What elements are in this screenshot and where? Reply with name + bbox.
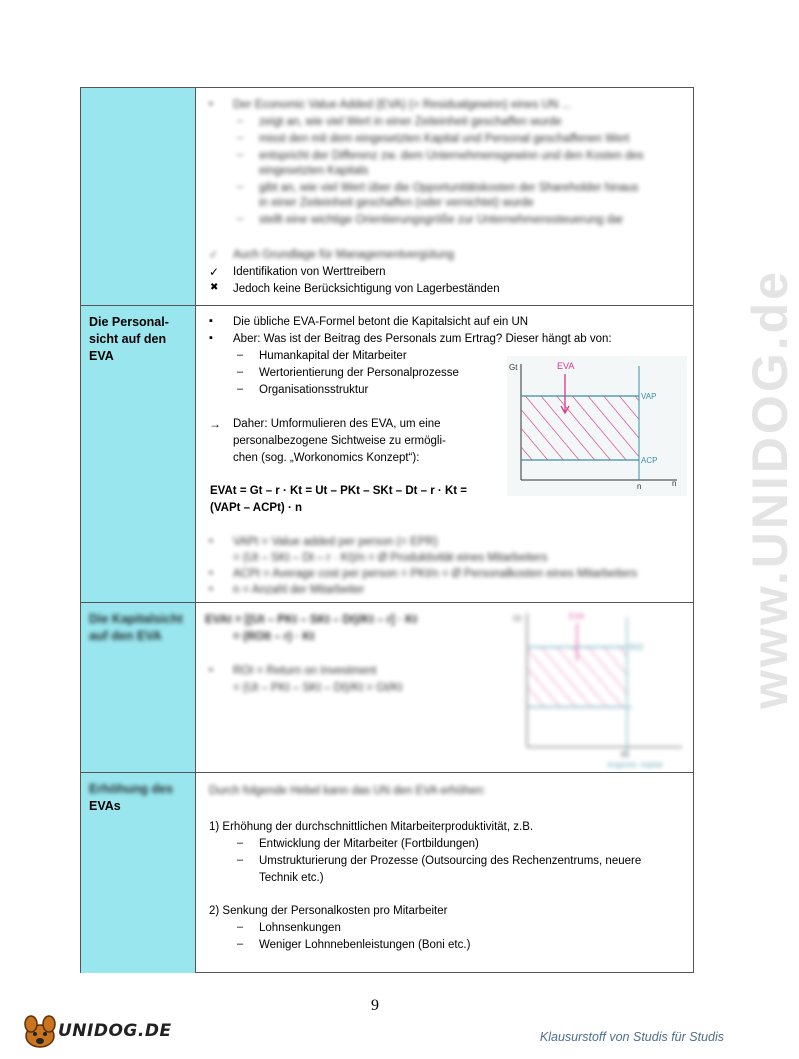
eva-label: EVA	[569, 612, 585, 621]
text-line: personalbezogene Sichtweise zu ermögli-	[233, 435, 446, 447]
text-line: ACPt = Average cost per person = PKt/n = Ø Personalkosten eines Mitarbeiters	[233, 568, 638, 580]
formula-line: = (ROIt – r) · Kt	[233, 631, 315, 643]
row-label-cell	[81, 773, 196, 973]
acp-label: ACP	[641, 456, 658, 465]
row-content-cell: EVAt = [(Ut – PKt – SKt – Dt)/Kt – r] · Kt = (ROIt – r) · Kt ▪ ROI = Return on Investment = (Ut – PKt – SKt – Dt)/Kt = Gt/Kt Gt EVA ROI r Kt eingesetz. Kapital	[197, 603, 693, 773]
sub-item: Technik etc.)	[259, 872, 324, 884]
text-line: VAPt = Value added per person (= EPR)	[233, 536, 438, 548]
sub-item: Lohnsenkungen	[259, 922, 341, 934]
eva-label: EVA	[557, 361, 575, 371]
vap-label: VAP	[641, 392, 657, 401]
check-icon: ✓	[209, 265, 220, 279]
r-label: r	[629, 703, 632, 712]
footer-tagline: Klausurstoff von Studis für Studis	[539, 1030, 724, 1044]
text-line: entspricht der Differenz zw. dem Unternehmensgewinn und den Kosten des	[259, 150, 644, 162]
row-eva-increase	[81, 772, 693, 973]
eva-capital-diagram	[507, 607, 687, 771]
n-label: n	[637, 482, 642, 491]
list-item: 2) Senkung der Personalkosten pro Mitarbeiter	[209, 905, 448, 917]
text-line: n = Anzahl der Mitarbeiter	[233, 584, 365, 596]
row-capital-view	[81, 602, 693, 773]
logo-text[interactable]: UNIDOG.DE	[58, 1021, 172, 1041]
row-label: auf den EVA	[89, 629, 162, 643]
sub-item: Umstrukturierung der Prozesse (Outsourcing des Rechenzentrums, neuere	[259, 855, 642, 867]
formula-line: (VAPt – ACPt) · n	[210, 502, 302, 514]
row-label: sicht auf den	[89, 332, 167, 346]
page-number: 9	[371, 997, 379, 1014]
row-label-cell	[81, 306, 196, 603]
axis-label: Kt	[621, 750, 629, 759]
content-table	[80, 87, 694, 973]
bullet-text: Die übliche EVA-Formel betont die Kapitalsicht auf ein UN	[233, 316, 529, 328]
watermark: www.UNIDOG.de	[742, 269, 798, 709]
arrow-right-icon: →	[209, 417, 221, 431]
sub-item: Weniger Lohnnebenleistungen (Boni etc.)	[259, 939, 471, 951]
text-line: Jedoch keine Berücksichtigung von Lagerbeständen	[233, 283, 500, 295]
formula-line: EVAt = Gt – r · Kt = Ut – PKt – SKt – Dt – r · Kt =	[210, 485, 467, 497]
intro-text: Durch folgende Hebel kann das UN den EVA erhöhen:	[209, 785, 486, 797]
row-personal-view	[81, 305, 693, 603]
row-label-cell	[81, 603, 196, 773]
axis-label: Gt	[509, 363, 518, 372]
row-label: Erhöhung des	[89, 782, 174, 796]
text-line: in einer Zeiteinheit geschaffen (oder vernichtet) wurde	[259, 197, 534, 209]
text-line: Der Economic Value Added (EVA) (= Residualgewinn) eines UN ...	[233, 99, 572, 111]
bullet-text: Aber: Was ist der Beitrag des Personals zum Ertrag? Dieser hängt ab von:	[233, 333, 612, 345]
row-label: EVAs	[89, 799, 121, 813]
row-label: Die Kapitalsicht	[89, 612, 183, 626]
row-label-cell	[81, 88, 196, 305]
text-line: Auch Grundlage für Managementvergütung	[233, 249, 455, 261]
sub-item: Wertorientierung der Personalprozesse	[259, 367, 459, 379]
text-line: eingesetzten Kapitals	[259, 165, 369, 177]
sub-item: Humankapital der Mitarbeiter	[259, 350, 407, 362]
sub-item: Organisationsstruktur	[259, 384, 369, 396]
text-line: = (Ut – SKt – Dt – r · Kt)/n = Ø Produktivität eines Mitarbeiters	[233, 552, 548, 564]
formula-line: EVAt = [(Ut – PKt – SKt – Dt)/Kt – r] · Kt	[205, 614, 418, 626]
row-eva-definition	[81, 88, 693, 305]
text-line: gibt an, wie viel Wert über die Opportunitätskosten der Shareholder hinaus	[259, 182, 639, 194]
text-line: misst den mit dem eingesetzten Kapital und Personal geschaffenen Wert	[259, 133, 630, 145]
axis-caption: eingesetz. Kapital	[607, 762, 663, 769]
axis-label: Gt	[513, 614, 522, 623]
text-line: ROI = Return on Investment	[233, 665, 377, 677]
row-content-cell: ▪ Der Economic Value Added (EVA) (= Residualgewinn) eines UN ... – zeigt an, wie viel Wert in einer Zeiteinheit geschaffen wurde – misst den mit dem eingesetzten Kapital und Personal geschaffenen Wert – entspricht der Differenz zw. dem Unternehmensgewinn und den Kosten des eingesetzten Kapitals – gibt an, wie viel Wert über die Opportunitätskosten der Shareholder hinaus in einer Zeiteinheit geschaffen (oder vernichtet) wurde – stellt eine wichtige Orientierungsgröße zur Unternehmenssteuerung dar ✓ Auch Grundlage für Managementvergütung ✓ Identifikation von Werttreibern ✖ Jedoch keine Berücksichtigung von Lagerbeständen	[209, 98, 644, 295]
axis-label: n	[672, 479, 677, 488]
text-line: Daher: Umformulieren des EVA, um eine	[233, 418, 441, 430]
row-content-cell: Durch folgende Hebel kann das UN den EVA erhöhen: 1) Erhöhung der durchschnittlichen Mitarbeiterproduktivität, z.B. – Entwicklung der Mitarbeiter (Fortbildungen) – Umstrukturierung der Prozesse (Outsourcing des Rechenzentrums, neuere Technik etc.) 2) Senkung der Personalkosten pro Mitarbeiter – Lohnsenkungen – Weniger Lohnnebenleistungen (Boni etc.)	[209, 785, 642, 951]
text-line: Identifikation von Werttreibern	[233, 266, 386, 278]
row-label: Die Personal-	[89, 315, 169, 329]
sub-item: Entwicklung der Mitarbeiter (Fortbildungen)	[259, 838, 479, 850]
list-item: 1) Erhöhung der durchschnittlichen Mitarbeiterproduktivität, z.B.	[209, 821, 534, 833]
roi-label: ROI	[629, 643, 644, 652]
text-line: zeigt an, wie viel Wert in einer Zeiteinheit geschaffen wurde	[259, 116, 562, 128]
text-line: = (Ut – PKt – SKt – Dt)/Kt = Gt/Kt	[233, 682, 403, 694]
row-label: EVA	[89, 349, 114, 363]
text-line: chen (sog. „Workonomics Konzept“):	[233, 452, 420, 464]
row-content-cell: ▪ Die übliche EVA-Formel betont die Kapitalsicht auf ein UN ▪ Aber: Was ist der Beitrag des Personals zum Ertrag? Dieser hängt ab von: – Humankapital der Mitarbeiter – Wertorientierung der Personalprozesse – Organisationsstruktur → Daher: Umformulieren des EVA, um eine personalbezogene Sichtweise zu ermögli- chen (sog. „Workonomics Konzept“): EVAt = Gt – r · Kt = Ut – PKt – SKt – Dt – r · Kt = (VAPt – ACPt) · n Gt EVA VAP ACP n n ▪ VAPt = Value added per person (= EPR) = (Ut – SKt – Dt – r · Kt)/n = Ø Produktivität eines Mitarbeiters ▪ ACPt = Average cost per person = PKt/n = Ø Personalkosten eines Mitarbeiters ▪ n = Anzahl der Mitarbeiter	[197, 306, 693, 603]
eva-personal-diagram	[507, 356, 687, 496]
cross-icon: ✖	[210, 282, 219, 293]
text-line: stellt eine wichtige Orientierungsgröße zur Unternehmenssteuerung dar	[259, 214, 624, 226]
